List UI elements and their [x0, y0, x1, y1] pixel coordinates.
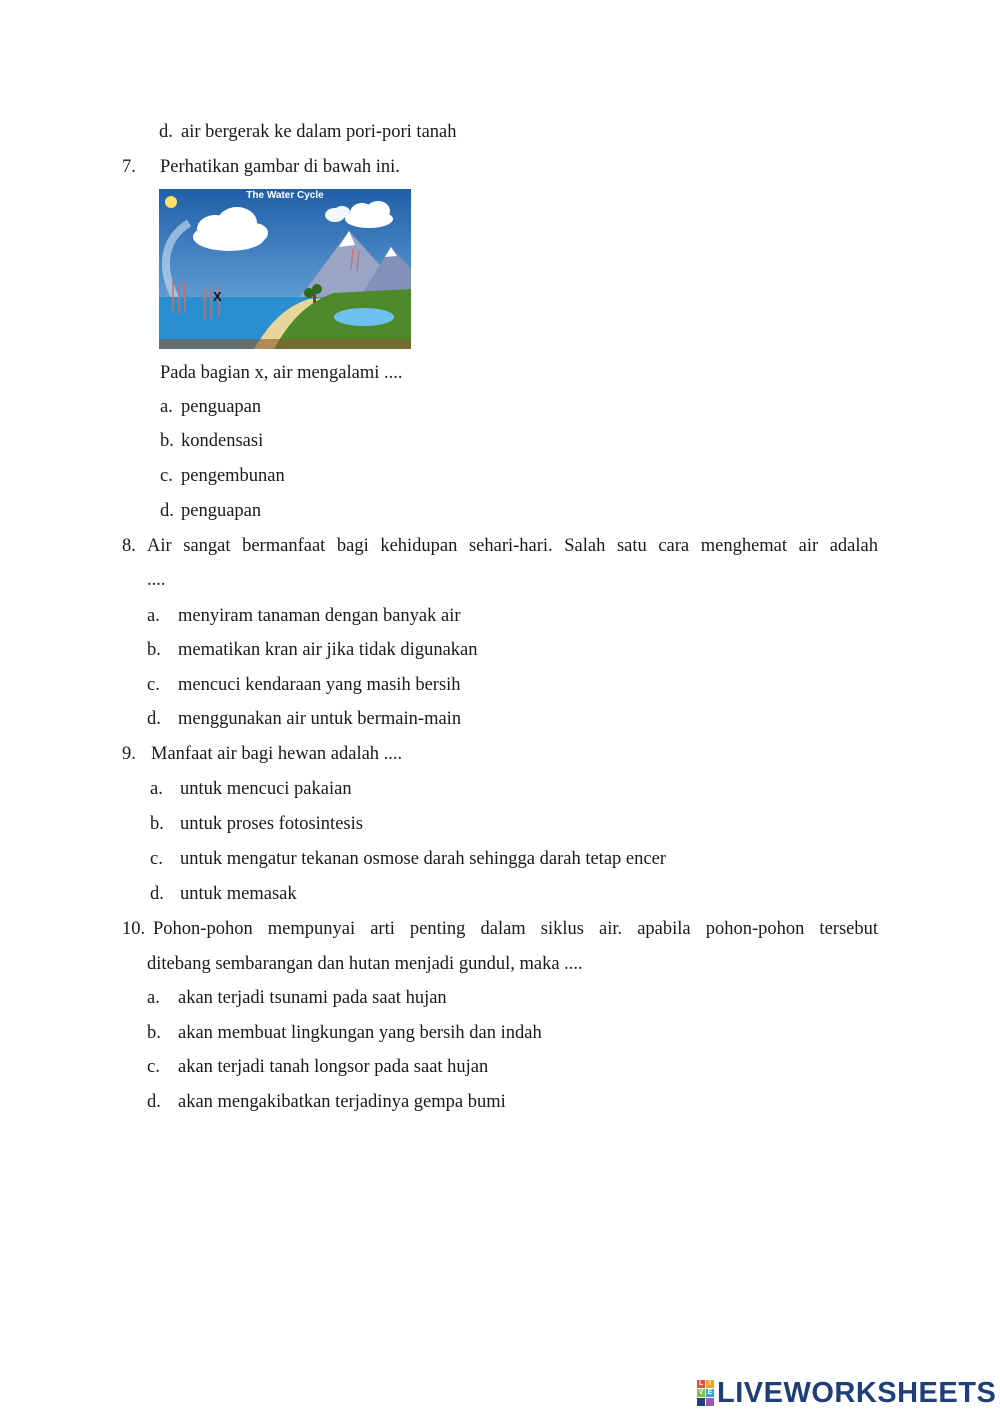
option-text: penguapan	[181, 397, 262, 417]
option-letter: a.	[150, 779, 163, 799]
option-text: untuk memasak	[180, 884, 297, 904]
option-letter: b.	[147, 640, 161, 660]
option-text: penguapan	[181, 501, 262, 521]
liveworksheets-logo	[697, 1378, 996, 1408]
question-number: 9.	[122, 744, 136, 764]
option-text: untuk proses fotosintesis	[180, 814, 363, 834]
question-number: 10.	[122, 919, 146, 939]
question-text: Manfaat air bagi hewan adalah ....	[151, 744, 403, 764]
marker-x: X	[213, 289, 222, 304]
question-text: Air sangat bermanfaat bagi kehidupan sehari-hari. Salah satu cara menghemat air adalah	[147, 536, 878, 556]
option-letter: c.	[160, 466, 173, 486]
option-letter: d.	[147, 1092, 161, 1112]
option-text: menyiram tanaman dengan banyak air	[178, 606, 461, 626]
option-text: akan terjadi tanah longsor pada saat hujan	[178, 1057, 489, 1077]
water-cycle-image	[159, 189, 411, 349]
ground-layer	[159, 339, 411, 349]
option-letter: a.	[147, 988, 160, 1008]
brand-wordmark: LIVEWORKSHEETS	[717, 1377, 997, 1409]
logo-icon: L I V E	[697, 1380, 714, 1406]
option-text: pengembunan	[181, 466, 285, 486]
question-number: 7.	[122, 157, 136, 177]
option-letter: b.	[150, 814, 164, 834]
option-text: akan membuat lingkungan yang bersih dan indah	[178, 1023, 542, 1043]
option-letter: a.	[147, 606, 160, 626]
figure-title: The Water Cycle	[246, 190, 324, 201]
option-text: kondensasi	[181, 431, 264, 451]
option-text: mencuci kendaraan yang masih bersih	[178, 675, 461, 695]
option-letter: c.	[147, 675, 160, 695]
option-letter: c.	[150, 849, 163, 869]
question-text-continuation: ditebang sembarangan dan hutan menjadi gundul, maka ....	[147, 954, 583, 974]
option-letter: d.	[160, 501, 174, 521]
lake	[334, 308, 394, 326]
option-text: air bergerak ke dalam pori-pori tanah	[181, 122, 457, 142]
question-prompt: Perhatikan gambar di bawah ini.	[160, 157, 400, 177]
option-text: akan mengakibatkan terjadinya gempa bumi	[178, 1092, 506, 1112]
option-text: menggunakan air untuk bermain-main	[178, 709, 462, 729]
option-text: untuk mencuci pakaian	[180, 779, 352, 799]
question-text: Pada bagian x, air mengalami ....	[160, 363, 403, 383]
question-text-continuation: ....	[147, 570, 166, 590]
option-letter: d.	[147, 709, 161, 729]
option-letter: d.	[159, 122, 173, 142]
question-number: 8.	[122, 536, 136, 556]
option-letter: d.	[150, 884, 164, 904]
option-letter: c.	[147, 1057, 160, 1077]
option-text: untuk mengatur tekanan osmose darah sehingga darah tetap encer	[180, 849, 666, 869]
option-letter: b.	[147, 1023, 161, 1043]
option-letter: b.	[160, 431, 174, 451]
question-text: Pohon-pohon mempunyai arti penting dalam siklus air. apabila pohon-pohon tersebut	[153, 919, 878, 939]
option-text: akan terjadi tsunami pada saat hujan	[178, 988, 447, 1008]
option-text: mematikan kran air jika tidak digunakan	[178, 640, 478, 660]
sun-icon	[165, 196, 177, 208]
option-letter: a.	[160, 397, 173, 417]
